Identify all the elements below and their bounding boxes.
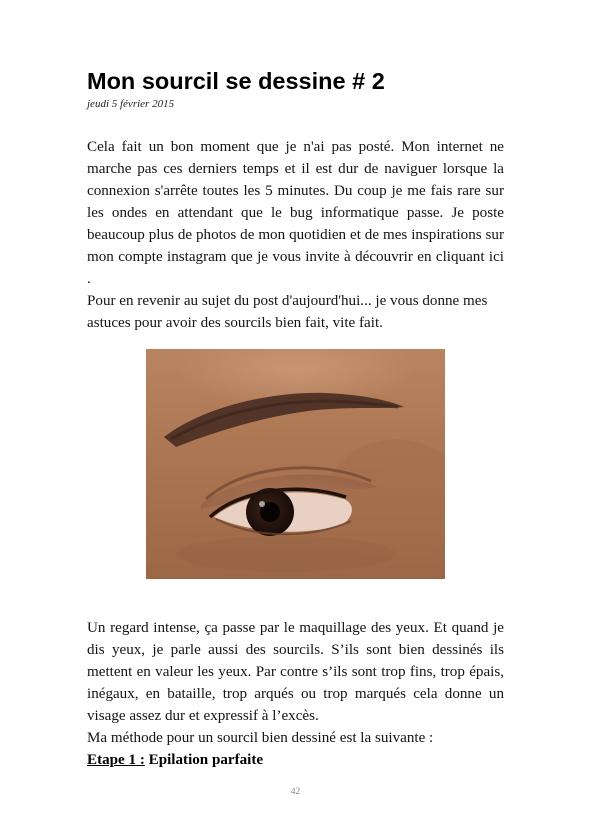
step-title: Epilation parfaite xyxy=(148,752,264,768)
step-label: Etape 1 : xyxy=(87,752,145,768)
method-paragraph: Ma méthode pour un sourcil bien dessiné est la suivante : xyxy=(87,730,434,746)
post-date: jeudi 5 février 2015 xyxy=(87,98,175,110)
makeup-paragraph: Un regard intense, ça passe par le maquillage des yeux. Et quand je dis yeux, je parle aussi des sourcils. S’ils sont bien dessinés ils mettent en valeur les yeux. Par contre s’ils sont trop fins, trop épais, inégaux, en bataille, trop arqués ou trop marqués cela donne un visage assez dur et expressif à l’excès. xyxy=(87,620,504,724)
page-number: 42 xyxy=(290,787,301,797)
step-heading xyxy=(87,749,263,771)
topic-paragraph: Pour en revenir au sujet du post d'aujourd'hui... je vous donne mes astuces pour avoir des sourcils bien fait, vite fait. xyxy=(87,293,488,331)
post-title: Mon sourcil se dessine # 2 xyxy=(87,68,385,94)
eye-brow-photo xyxy=(146,349,445,579)
intro-paragraph: Cela fait un bon moment que je n'ai pas posté. Mon internet ne marche pas ces derniers temps et il est dur de naviguer lorsque la connexion s'arrête toutes les 5 minutes. Du coup je me fais rare sur les ondes en attendant que le bug informatique passe. Je poste beaucoup plus de photos de mon quotidien et de mes inspirations sur mon compte instagram que je vous invite à découvrir en cliquant ici . xyxy=(87,139,504,287)
